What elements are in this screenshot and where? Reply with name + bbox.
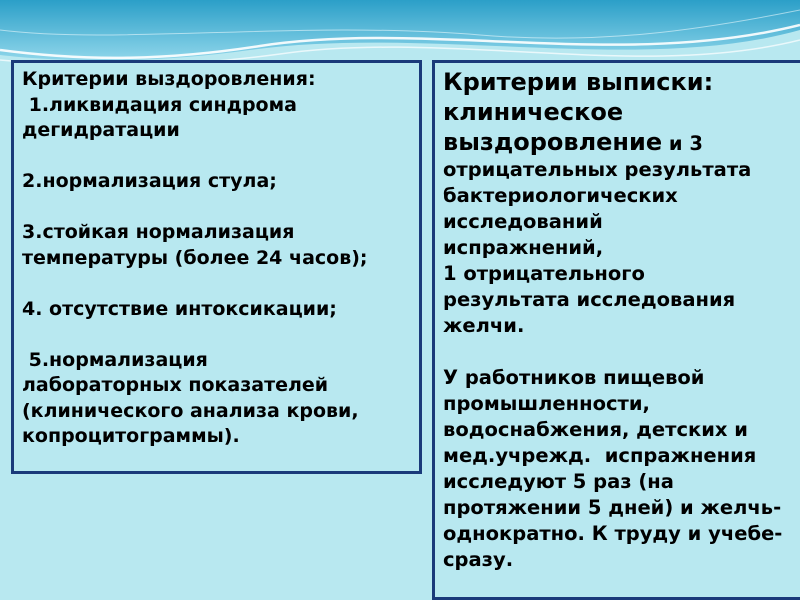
discharge-criteria-line: протяжении 5 дней) и желчь- <box>443 496 782 519</box>
recovery-criteria-line <box>22 322 411 348</box>
discharge-criteria-line <box>443 339 800 365</box>
discharge-criteria-line: мед.учрежд. испражнения <box>443 444 757 467</box>
discharge-heading-line-2: клиническое <box>443 98 624 126</box>
recovery-criteria-line: Критерии выздоровления: <box>22 68 316 90</box>
recovery-criteria-line: температуры (более 24 часов); <box>22 246 368 269</box>
recovery-criteria-line: (клинического анализа крови, <box>22 399 359 422</box>
discharge-criteria-line: 1 отрицательного <box>443 262 645 285</box>
discharge-criteria-line: однократно. К труду и учебе- <box>443 522 783 545</box>
recovery-criteria-line: 4. отсутствие интоксикации; <box>22 297 337 320</box>
discharge-heading-suffix: и 3 <box>662 132 703 155</box>
discharge-heading-line-3 <box>443 127 800 157</box>
discharge-criteria-line: водоснабжения, детских и <box>443 418 748 441</box>
recovery-criteria-line: дегидратации <box>22 119 180 141</box>
discharge-criteria-line: исследуют 5 раз (на <box>443 470 674 493</box>
recovery-criteria-line: 1.ликвидация синдрома <box>22 93 297 116</box>
discharge-heading-line-1: Критерии выписки: <box>443 68 714 96</box>
recovery-criteria-line: копроцитограммы). <box>22 425 240 447</box>
recovery-criteria-line: 3.стойкая нормализация <box>22 221 295 243</box>
recovery-criteria-line <box>22 144 411 170</box>
recovery-criteria-line <box>22 195 411 221</box>
recovery-criteria-line: лабораторных показателей <box>22 374 329 396</box>
discharge-criteria-line: отрицательных результата <box>443 158 752 181</box>
recovery-criteria-line <box>22 271 411 297</box>
discharge-criteria-line: испражнений, <box>443 236 604 259</box>
discharge-criteria-line: желчи. <box>443 314 525 337</box>
discharge-criteria-line: результата исследования <box>443 288 736 311</box>
discharge-heading-emphasis: выздоровление <box>443 128 663 156</box>
discharge-criteria-panel <box>432 60 800 600</box>
discharge-criteria-line: У работников пищевой <box>443 366 705 389</box>
recovery-criteria-line: 2.нормализация стула; <box>22 170 277 192</box>
discharge-criteria-line: промышленности, <box>443 392 650 415</box>
discharge-criteria-line: исследований <box>443 210 603 233</box>
recovery-criteria-panel <box>11 60 422 474</box>
discharge-criteria-line: сразу. <box>443 548 514 571</box>
recovery-criteria-line: 5.нормализация <box>22 348 208 371</box>
discharge-criteria-line: бактериологических <box>443 184 678 207</box>
